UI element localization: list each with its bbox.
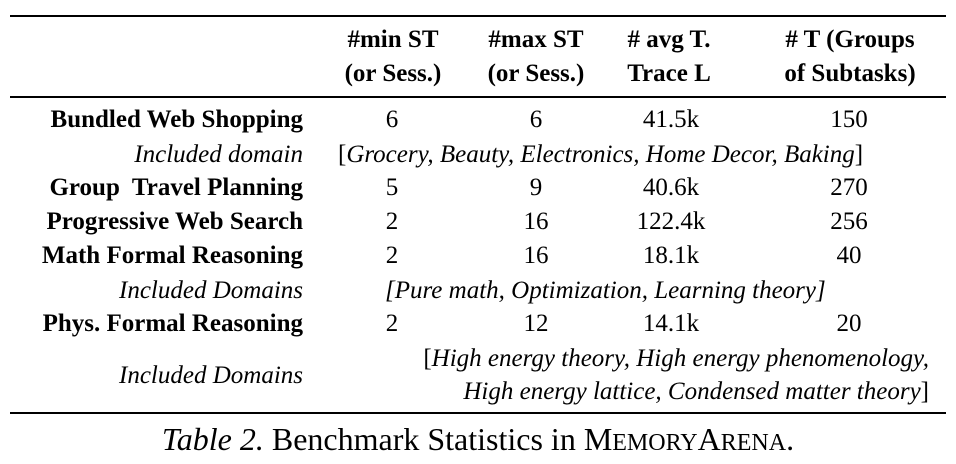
caption-name-part-5: . bbox=[786, 421, 795, 457]
header-max-st bbox=[473, 23, 599, 91]
caption-label: Table 2. bbox=[161, 421, 264, 457]
table-caption bbox=[0, 418, 956, 464]
header-min-st-line2: (or Sess.) bbox=[344, 60, 442, 87]
table-top-rule bbox=[10, 15, 946, 17]
caption-benchmark-name bbox=[584, 421, 794, 457]
caption-name-part-1: M bbox=[583, 421, 613, 457]
header-max-st-line2: (or Sess.) bbox=[487, 60, 585, 87]
row-name-progressive-web-search: Progressive Web Search bbox=[46, 208, 303, 235]
row-math-max-st: 16 bbox=[523, 242, 549, 269]
row-bundled-avg-trace: 41.5k bbox=[642, 106, 700, 133]
row-search-min-st: 2 bbox=[385, 208, 399, 235]
caption-name-part-2: EMORY bbox=[612, 430, 698, 456]
header-min-st bbox=[330, 23, 456, 91]
row-phys-avg-trace: 14.1k bbox=[642, 310, 700, 337]
caption-name-part-4: RENA bbox=[720, 430, 787, 456]
row-math-groups: 40 bbox=[836, 242, 862, 269]
row-math-avg-trace: 18.1k bbox=[642, 242, 700, 269]
header-min-st-line1: #min ST bbox=[347, 26, 439, 53]
included-domains-phys-line2-text: High energy lattice, Condensed matter theory bbox=[463, 378, 921, 405]
row-phys-min-st: 2 bbox=[385, 310, 399, 337]
table-mid-rule bbox=[10, 96, 946, 98]
row-bundled-max-st: 6 bbox=[529, 106, 543, 133]
row-name-group-travel-planning: Group Travel Planning bbox=[49, 174, 303, 201]
header-groups-line1: # T (Groups bbox=[785, 26, 915, 53]
header-avg-trace-line2: Trace L bbox=[627, 60, 711, 87]
included-domains-phys-line1: [High energy theory, High energy phenomenology, bbox=[423, 345, 929, 372]
header-groups-line2: of Subtasks) bbox=[784, 60, 916, 87]
included-domains-shopping-text: Grocery, Beauty, Electronics, Home Decor, Baking bbox=[346, 141, 855, 168]
row-name-phys-formal-reasoning: Phys. Formal Reasoning bbox=[42, 310, 303, 337]
header-groups bbox=[760, 23, 940, 91]
row-phys-groups: 20 bbox=[836, 310, 862, 337]
header-max-st-line1: #max ST bbox=[488, 26, 584, 53]
row-search-max-st: 16 bbox=[523, 208, 549, 235]
row-math-min-st: 2 bbox=[385, 242, 399, 269]
included-domains-shopping: [Grocery, Beauty, Electronics, Home Decor, Baking] bbox=[338, 141, 864, 168]
included-domains-phys-line2: High energy lattice, Condensed matter theory] bbox=[463, 378, 929, 405]
table-bottom-rule bbox=[10, 412, 946, 414]
included-domain-label-phys: Included Domains bbox=[119, 362, 303, 389]
caption-text: Benchmark Statistics in bbox=[271, 421, 576, 457]
row-bundled-groups: 150 bbox=[830, 106, 868, 133]
included-domains-math: [Pure math, Optimization, Learning theory] bbox=[385, 277, 826, 304]
row-name-math-formal-reasoning: Math Formal Reasoning bbox=[41, 242, 303, 269]
row-search-groups: 256 bbox=[830, 208, 868, 235]
caption-name-part-3: A bbox=[697, 421, 721, 457]
header-avg-trace-line1: # avg T. bbox=[627, 26, 711, 53]
row-bundled-min-st: 6 bbox=[385, 106, 399, 133]
row-name-bundled-web-shopping: Bundled Web Shopping bbox=[50, 106, 303, 133]
row-travel-min-st: 5 bbox=[385, 174, 399, 201]
row-travel-avg-trace: 40.6k bbox=[642, 174, 700, 201]
row-travel-max-st: 9 bbox=[529, 174, 543, 201]
included-domain-label-shopping: Included domain bbox=[134, 141, 303, 168]
included-domain-label-math: Included Domains bbox=[119, 277, 303, 304]
row-search-avg-trace: 122.4k bbox=[636, 208, 706, 235]
included-domains-phys-line1-text: High energy theory, High energy phenomenology, bbox=[431, 345, 929, 372]
header-avg-trace bbox=[610, 23, 728, 91]
row-phys-max-st: 12 bbox=[523, 310, 549, 337]
row-travel-groups: 270 bbox=[830, 174, 868, 201]
